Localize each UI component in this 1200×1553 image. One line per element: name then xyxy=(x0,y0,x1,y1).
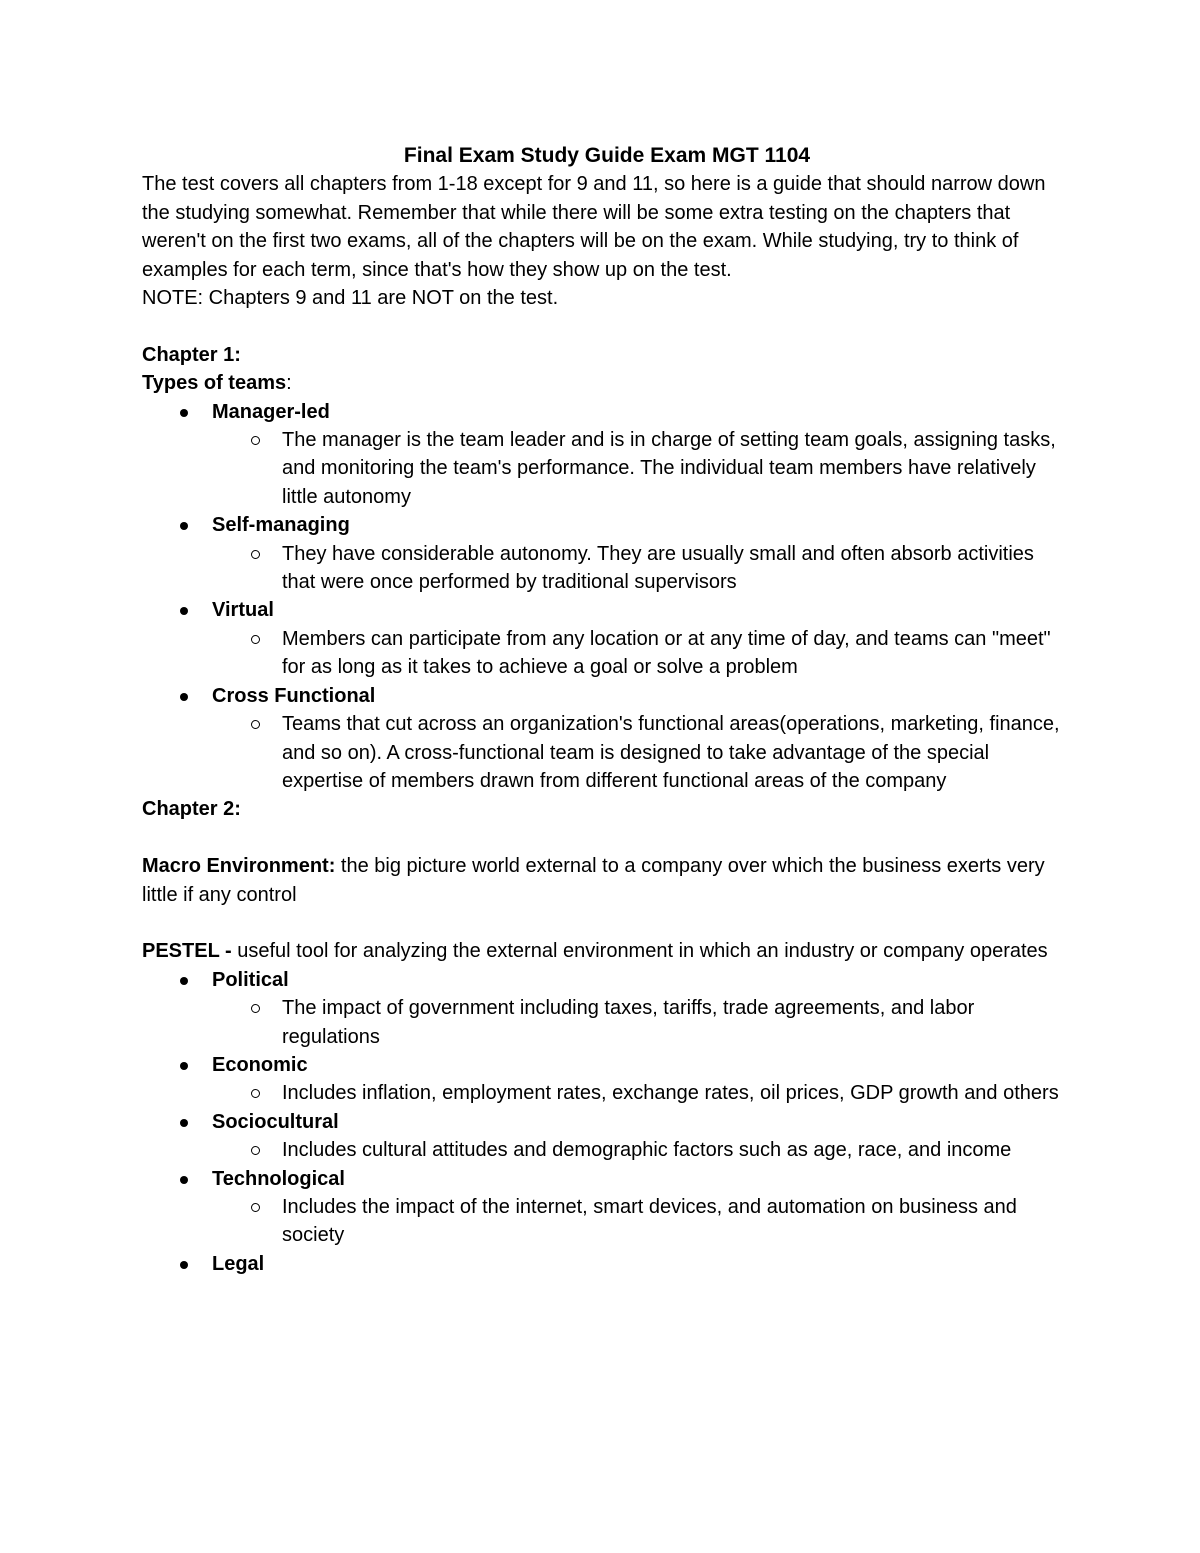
sub-list xyxy=(212,625,1072,682)
bullet-icon xyxy=(180,607,188,615)
sub-list xyxy=(212,540,1072,597)
macro-term: Macro Environment: xyxy=(142,855,336,878)
sub-list xyxy=(212,426,1072,511)
chapter-2-heading: Chapter 2: xyxy=(142,798,241,821)
chapter-1-heading: Chapter 1: xyxy=(142,343,241,366)
pestel-paragraph xyxy=(142,937,1072,965)
term-description: Members can participate from any location or at any time of day, and teams can "meet" for as long as it takes to achieve a goal or solve a problem xyxy=(282,627,1051,679)
term-label: Manager-led xyxy=(212,400,330,423)
spacer xyxy=(142,312,1072,340)
hollow-bullet-icon xyxy=(251,1089,260,1098)
list-item xyxy=(212,1250,1072,1278)
hollow-bullet-icon xyxy=(251,635,260,644)
page-title: Final Exam Study Guide Exam MGT 1104 xyxy=(403,144,811,167)
macro-environment-paragraph xyxy=(142,852,1072,909)
bullet-icon xyxy=(180,977,188,985)
list-item xyxy=(212,966,1072,1051)
list-item xyxy=(212,682,1072,796)
subheading-label: Types of teams xyxy=(142,372,287,395)
term-label: Sociocultural xyxy=(212,1110,339,1133)
bullet-icon xyxy=(180,693,188,701)
sub-list xyxy=(212,1079,1072,1107)
subheading-colon: : xyxy=(286,372,292,395)
term-description: Includes inflation, employment rates, exchange rates, oil prices, GDP growth and others xyxy=(282,1082,1059,1105)
list-item xyxy=(212,398,1072,512)
term-description: The impact of government including taxes, tariffs, trade agreements, and labor regulations xyxy=(282,997,975,1048)
pestel-list xyxy=(142,966,1072,1278)
term-label: Political xyxy=(212,968,289,991)
sub-list-item xyxy=(282,1193,1072,1250)
term-label: Cross Functional xyxy=(212,684,376,707)
document-page xyxy=(142,142,1072,1278)
hollow-bullet-icon xyxy=(251,436,260,445)
bullet-icon xyxy=(180,1176,188,1184)
sub-list-item xyxy=(282,1136,1072,1164)
bullet-icon xyxy=(180,409,188,417)
bullet-icon xyxy=(180,1119,188,1127)
list-item xyxy=(212,596,1072,681)
bullet-icon xyxy=(180,522,188,530)
team-types-list xyxy=(142,398,1072,796)
term-description: Includes the impact of the internet, smart devices, and automation on business and society xyxy=(282,1195,1017,1247)
hollow-bullet-icon xyxy=(251,720,260,729)
sub-list-item xyxy=(282,1079,1072,1107)
macro-definition: the big picture world external to a company over which the business exerts very little if any control xyxy=(142,855,1045,906)
pestel-definition: useful tool for analyzing the external environment in which an industry or company operates xyxy=(231,940,1048,963)
spacer xyxy=(142,909,1072,937)
hollow-bullet-icon xyxy=(251,1146,260,1155)
chapter-1-subheading xyxy=(142,369,1072,397)
sub-list-item xyxy=(282,426,1072,511)
term-description: The manager is the team leader and is in charge of setting team goals, assigning tasks, and monitoring the team's performance. The individual team members have relatively little autonomy xyxy=(282,429,1056,508)
hollow-bullet-icon xyxy=(251,1203,260,1212)
list-item xyxy=(212,1165,1072,1250)
bullet-icon xyxy=(180,1062,188,1070)
term-description: They have considerable autonomy. They are usually small and often absorb activities that were once performed by traditional supervisors xyxy=(282,542,1034,594)
term-label: Technological xyxy=(212,1167,345,1190)
term-description: Teams that cut across an organization's functional areas(operations, marketing, finance, and so on). A cross-functional team is designed to take advantage of the special expertise of members drawn from different functional areas of the company xyxy=(282,713,1060,792)
note-paragraph: NOTE: Chapters 9 and 11 are NOT on the test. xyxy=(142,287,559,310)
term-description: Includes cultural attitudes and demographic factors such as age, race, and income xyxy=(282,1139,1012,1162)
term-label: Self-managing xyxy=(212,514,350,537)
sub-list xyxy=(212,994,1072,1051)
list-item xyxy=(212,1051,1072,1108)
spacer xyxy=(142,824,1072,852)
term-label: Legal xyxy=(212,1252,265,1275)
term-label: Economic xyxy=(212,1053,308,1076)
sub-list-item xyxy=(282,625,1072,682)
sub-list-item xyxy=(282,710,1072,795)
list-item xyxy=(212,1108,1072,1165)
sub-list-item xyxy=(282,540,1072,597)
list-item xyxy=(212,511,1072,596)
hollow-bullet-icon xyxy=(251,550,260,559)
sub-list xyxy=(212,1193,1072,1250)
sub-list xyxy=(212,710,1072,795)
sub-list xyxy=(212,1136,1072,1164)
sub-list-item xyxy=(282,994,1072,1051)
pestel-term: PESTEL - xyxy=(142,940,232,963)
hollow-bullet-icon xyxy=(251,1004,260,1013)
term-label: Virtual xyxy=(212,599,274,622)
intro-paragraph: The test covers all chapters from 1-18 except for 9 and 11, so here is a guide that should narrow down the studying somewhat. Remember that while there will be some extra testing on the chapters that weren't on the first two exams, all of the chapters will be on the exam. While studying, try to think of examples for each term, since that's how they show up on the test. xyxy=(142,173,1046,281)
bullet-icon xyxy=(180,1261,188,1269)
